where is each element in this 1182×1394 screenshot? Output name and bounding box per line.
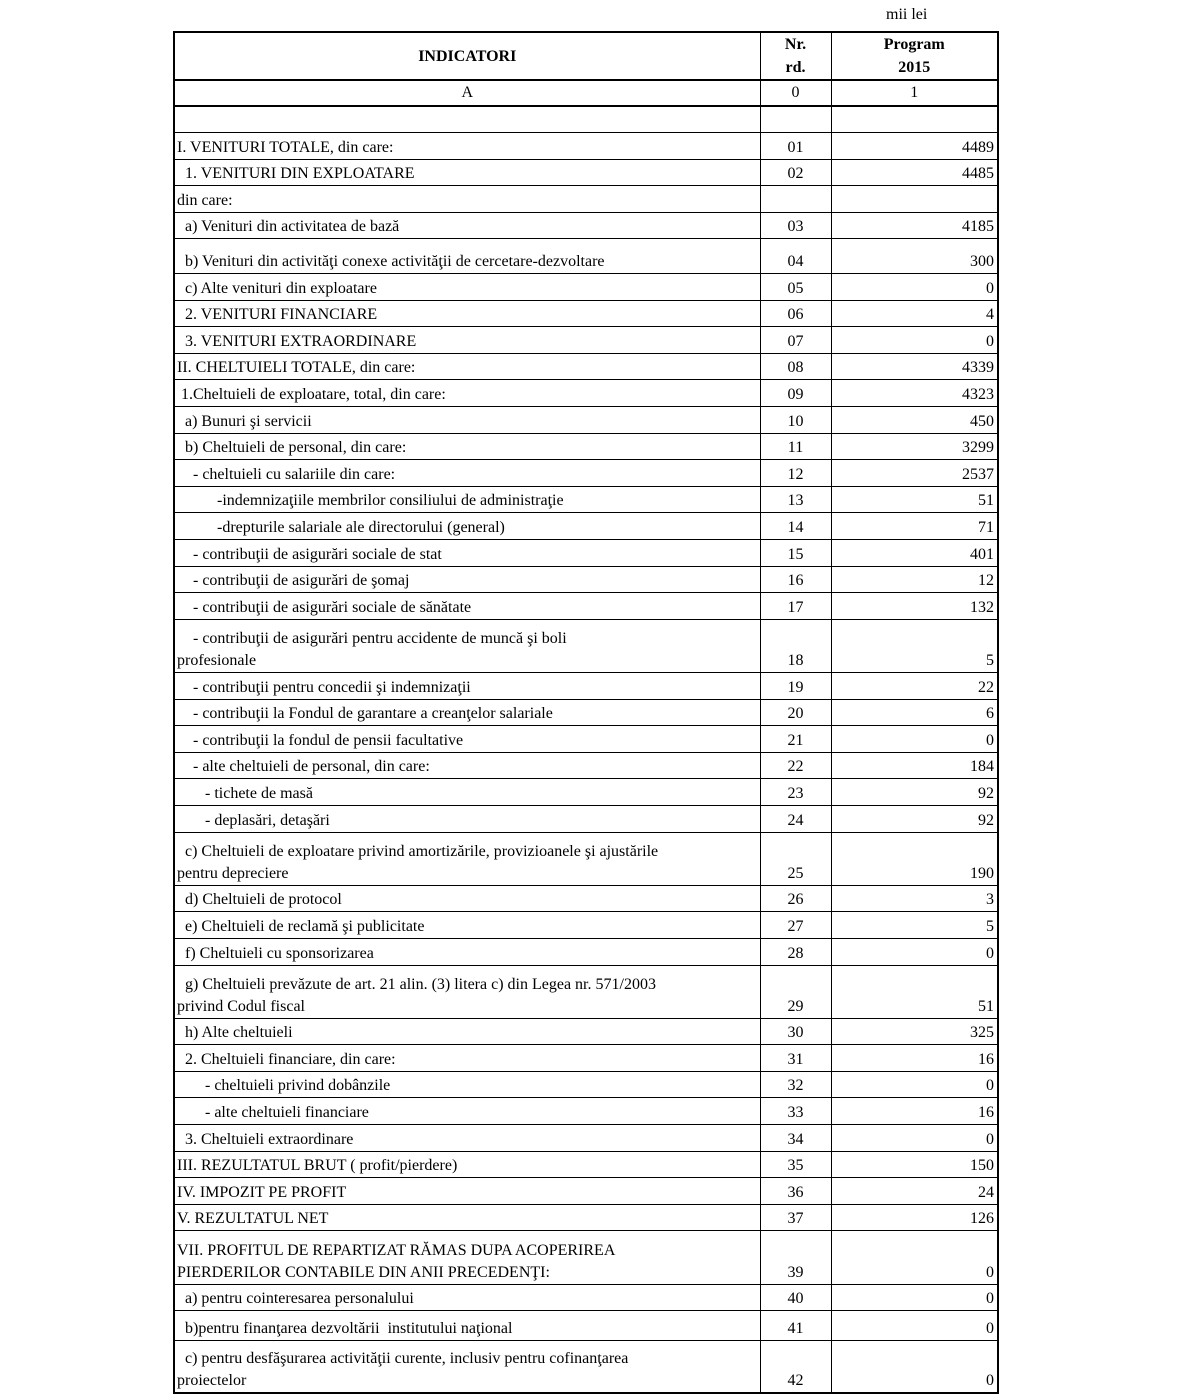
program-value-cell: 0 <box>831 274 998 301</box>
table-row <box>174 726 998 753</box>
program-value-cell: 5 <box>831 912 998 939</box>
row-number-cell: 36 <box>760 1178 831 1205</box>
program-value-cell: 16 <box>831 1045 998 1072</box>
table-row <box>174 699 998 726</box>
table-row <box>174 1178 998 1205</box>
indicator-cell: II. CHELTUIELI TOTALE, din care: <box>174 353 760 380</box>
row-number-cell: 39 <box>760 1231 831 1284</box>
table-row <box>174 832 998 885</box>
table-subheader-row <box>174 80 998 106</box>
program-value-cell: 0 <box>831 938 998 965</box>
row-number-cell <box>760 186 831 213</box>
indicator-cell: III. REZULTATUL BRUT ( profit/pierdere) <box>174 1151 760 1178</box>
indicator-cell: IV. IMPOZIT PE PROFIT <box>174 1178 760 1205</box>
table-row <box>174 186 998 213</box>
indicator-cell: - contribuţii la fondul de pensii facultative <box>174 726 760 753</box>
table-row <box>174 106 998 133</box>
table-row <box>174 752 998 779</box>
header-indicatori: INDICATORI <box>174 32 760 80</box>
row-number-cell: 32 <box>760 1071 831 1098</box>
table-row <box>174 566 998 593</box>
program-value-cell: 71 <box>831 513 998 540</box>
table-row <box>174 239 998 274</box>
row-number-cell <box>760 106 831 133</box>
indicator-cell: c) pentru desfăşurarea activităţii curente, inclusiv pentru cofinanţarea proiectelor <box>174 1340 760 1393</box>
indicator-cell: 2. Cheltuieli financiare, din care: <box>174 1045 760 1072</box>
program-value-cell: 5 <box>831 619 998 672</box>
table-row <box>174 779 998 806</box>
table-row <box>174 460 998 487</box>
row-number-cell: 40 <box>760 1284 831 1311</box>
table-row <box>174 1231 998 1284</box>
header-program-2015: Program 2015 <box>831 32 998 80</box>
indicator-cell: a) pentru cointeresarea personalului <box>174 1284 760 1311</box>
program-value-cell: 132 <box>831 593 998 620</box>
row-number-cell: 41 <box>760 1311 831 1340</box>
program-value-cell: 4485 <box>831 159 998 186</box>
program-value-cell: 4489 <box>831 133 998 160</box>
table-row <box>174 486 998 513</box>
program-value-cell: 3299 <box>831 433 998 460</box>
row-number-cell: 30 <box>760 1018 831 1045</box>
table-row <box>174 805 998 832</box>
indicator-cell: c) Cheltuieli de exploatare privind amortizările, provizioanele şi ajustările pentru depreciere <box>174 832 760 885</box>
row-number-cell: 10 <box>760 407 831 434</box>
indicator-cell: a) Bunuri şi servicii <box>174 407 760 434</box>
indicator-cell: - contribuţii de asigurări pentru accidente de muncă şi boli profesionale <box>174 619 760 672</box>
row-number-cell: 12 <box>760 460 831 487</box>
table-row <box>174 1071 998 1098</box>
table-row <box>174 912 998 939</box>
row-number-cell: 19 <box>760 672 831 699</box>
table-row <box>174 1045 998 1072</box>
indicator-cell: - cheltuieli privind dobânzile <box>174 1071 760 1098</box>
row-number-cell: 04 <box>760 239 831 274</box>
row-number-cell: 09 <box>760 380 831 407</box>
indicator-cell: - alte cheltuieli financiare <box>174 1098 760 1125</box>
program-value-cell: 450 <box>831 407 998 434</box>
indicator-cell: - cheltuieli cu salariile din care: <box>174 460 760 487</box>
indicator-cell: 1. VENITURI DIN EXPLOATARE <box>174 159 760 186</box>
indicator-cell: - contribuţii la Fondul de garantare a creanţelor salariale <box>174 699 760 726</box>
table-row <box>174 1125 998 1152</box>
row-number-cell: 26 <box>760 885 831 912</box>
table-row <box>174 965 998 1018</box>
program-value-cell: 24 <box>831 1178 998 1205</box>
indicator-cell: e) Cheltuieli de reclamă şi publicitate <box>174 912 760 939</box>
program-value-cell: 0 <box>831 327 998 354</box>
indicator-cell: b)pentru finanţarea dezvoltării institutului naţional <box>174 1311 760 1340</box>
program-value-cell: 0 <box>831 1231 998 1284</box>
indicator-cell: din care: <box>174 186 760 213</box>
row-number-cell: 14 <box>760 513 831 540</box>
table-row <box>174 1018 998 1045</box>
program-value-cell: 4185 <box>831 212 998 239</box>
program-value-cell: 92 <box>831 805 998 832</box>
row-number-cell: 17 <box>760 593 831 620</box>
table-row <box>174 593 998 620</box>
indicator-cell: I. VENITURI TOTALE, din care: <box>174 133 760 160</box>
program-value-cell: 51 <box>831 965 998 1018</box>
program-value-cell: 92 <box>831 779 998 806</box>
row-number-cell: 02 <box>760 159 831 186</box>
row-number-cell: 16 <box>760 566 831 593</box>
table-row <box>174 433 998 460</box>
row-number-cell: 24 <box>760 805 831 832</box>
indicator-cell: d) Cheltuieli de protocol <box>174 885 760 912</box>
row-number-cell: 01 <box>760 133 831 160</box>
row-number-cell: 18 <box>760 619 831 672</box>
table-row <box>174 1204 998 1231</box>
subheader-a: A <box>174 80 760 106</box>
program-value-cell: 300 <box>831 239 998 274</box>
table-row <box>174 540 998 567</box>
row-number-cell: 07 <box>760 327 831 354</box>
program-value-cell: 51 <box>831 486 998 513</box>
table-row <box>174 407 998 434</box>
table-row <box>174 1151 998 1178</box>
indicator-cell: -drepturile salariale ale directorului (general) <box>174 513 760 540</box>
table-row <box>174 938 998 965</box>
table-row <box>174 353 998 380</box>
row-number-cell: 35 <box>760 1151 831 1178</box>
budget-table <box>173 31 999 1394</box>
program-value-cell: 0 <box>831 1071 998 1098</box>
row-number-cell: 42 <box>760 1340 831 1393</box>
table-row <box>174 513 998 540</box>
indicator-cell: h) Alte cheltuieli <box>174 1018 760 1045</box>
table-row <box>174 1284 998 1311</box>
program-value-cell: 0 <box>831 1125 998 1152</box>
program-value-cell: 126 <box>831 1204 998 1231</box>
indicator-cell: -indemnizaţiile membrilor consiliului de administraţie <box>174 486 760 513</box>
table-header-row <box>174 32 998 80</box>
table-row <box>174 133 998 160</box>
indicator-cell: c) Alte venituri din exploatare <box>174 274 760 301</box>
program-value-cell: 401 <box>831 540 998 567</box>
table-row <box>174 274 998 301</box>
header-nr-rd: Nr. rd. <box>760 32 831 80</box>
indicator-cell: V. REZULTATUL NET <box>174 1204 760 1231</box>
row-number-cell: 37 <box>760 1204 831 1231</box>
indicator-cell: f) Cheltuieli cu sponsorizarea <box>174 938 760 965</box>
table-row <box>174 672 998 699</box>
row-number-cell: 23 <box>760 779 831 806</box>
program-value-cell: 150 <box>831 1151 998 1178</box>
indicator-cell <box>174 106 760 133</box>
program-value-cell: 6 <box>831 699 998 726</box>
indicator-cell: 3. Cheltuieli extraordinare <box>174 1125 760 1152</box>
table-row <box>174 212 998 239</box>
table-row <box>174 885 998 912</box>
indicator-cell: - deplasări, detaşări <box>174 805 760 832</box>
indicator-cell: - contribuţii de asigurări sociale de stat <box>174 540 760 567</box>
row-number-cell: 06 <box>760 300 831 327</box>
table-row <box>174 1098 998 1125</box>
row-number-cell: 27 <box>760 912 831 939</box>
row-number-cell: 21 <box>760 726 831 753</box>
program-value-cell: 16 <box>831 1098 998 1125</box>
subheader-0: 0 <box>760 80 831 106</box>
program-value-cell: 325 <box>831 1018 998 1045</box>
program-value-cell: 184 <box>831 752 998 779</box>
table-row <box>174 327 998 354</box>
row-number-cell: 08 <box>760 353 831 380</box>
row-number-cell: 29 <box>760 965 831 1018</box>
program-value-cell: 0 <box>831 1340 998 1393</box>
program-value-cell: 4 <box>831 300 998 327</box>
program-value-cell: 0 <box>831 1311 998 1340</box>
program-value-cell <box>831 106 998 133</box>
indicator-cell: 1.Cheltuieli de exploatare, total, din care: <box>174 380 760 407</box>
indicator-cell: 2. VENITURI FINANCIARE <box>174 300 760 327</box>
program-value-cell <box>831 186 998 213</box>
indicator-cell: g) Cheltuieli prevăzute de art. 21 alin. (3) litera c) din Legea nr. 571/2003 privind Codul fiscal <box>174 965 760 1018</box>
row-number-cell: 31 <box>760 1045 831 1072</box>
table-row <box>174 619 998 672</box>
program-value-cell: 0 <box>831 1284 998 1311</box>
table-row <box>174 1311 998 1340</box>
indicator-cell: - tichete de masă <box>174 779 760 806</box>
row-number-cell: 05 <box>760 274 831 301</box>
table-row <box>174 300 998 327</box>
indicator-cell: a) Venituri din activitatea de bază <box>174 212 760 239</box>
program-value-cell: 0 <box>831 726 998 753</box>
indicator-cell: b) Venituri din activităţi conexe activităţii de cercetare-dezvoltare <box>174 239 760 274</box>
table-row <box>174 1340 998 1393</box>
program-value-cell: 4339 <box>831 353 998 380</box>
indicator-cell: 3. VENITURI EXTRAORDINARE <box>174 327 760 354</box>
program-value-cell: 3 <box>831 885 998 912</box>
row-number-cell: 11 <box>760 433 831 460</box>
row-number-cell: 22 <box>760 752 831 779</box>
table-row <box>174 159 998 186</box>
program-value-cell: 2537 <box>831 460 998 487</box>
row-number-cell: 34 <box>760 1125 831 1152</box>
program-value-cell: 22 <box>831 672 998 699</box>
row-number-cell: 13 <box>760 486 831 513</box>
indicator-cell: - contribuţii de asigurări de şomaj <box>174 566 760 593</box>
indicator-cell: b) Cheltuieli de personal, din care: <box>174 433 760 460</box>
indicator-cell: - alte cheltuieli de personal, din care: <box>174 752 760 779</box>
program-value-cell: 4323 <box>831 380 998 407</box>
row-number-cell: 15 <box>760 540 831 567</box>
subheader-1: 1 <box>831 80 998 106</box>
indicator-cell: VII. PROFITUL DE REPARTIZAT RĂMAS DUPA ACOPERIREA PIERDERILOR CONTABILE DIN ANII PRECEDENŢI: <box>174 1231 760 1284</box>
indicator-cell: - contribuţii de asigurări sociale de sănătate <box>174 593 760 620</box>
program-value-cell: 190 <box>831 832 998 885</box>
unit-label: mii lei <box>886 6 928 23</box>
table-row <box>174 380 998 407</box>
row-number-cell: 20 <box>760 699 831 726</box>
row-number-cell: 28 <box>760 938 831 965</box>
row-number-cell: 03 <box>760 212 831 239</box>
program-value-cell: 12 <box>831 566 998 593</box>
row-number-cell: 25 <box>760 832 831 885</box>
indicator-cell: - contribuţii pentru concedii şi indemnizaţii <box>174 672 760 699</box>
row-number-cell: 33 <box>760 1098 831 1125</box>
